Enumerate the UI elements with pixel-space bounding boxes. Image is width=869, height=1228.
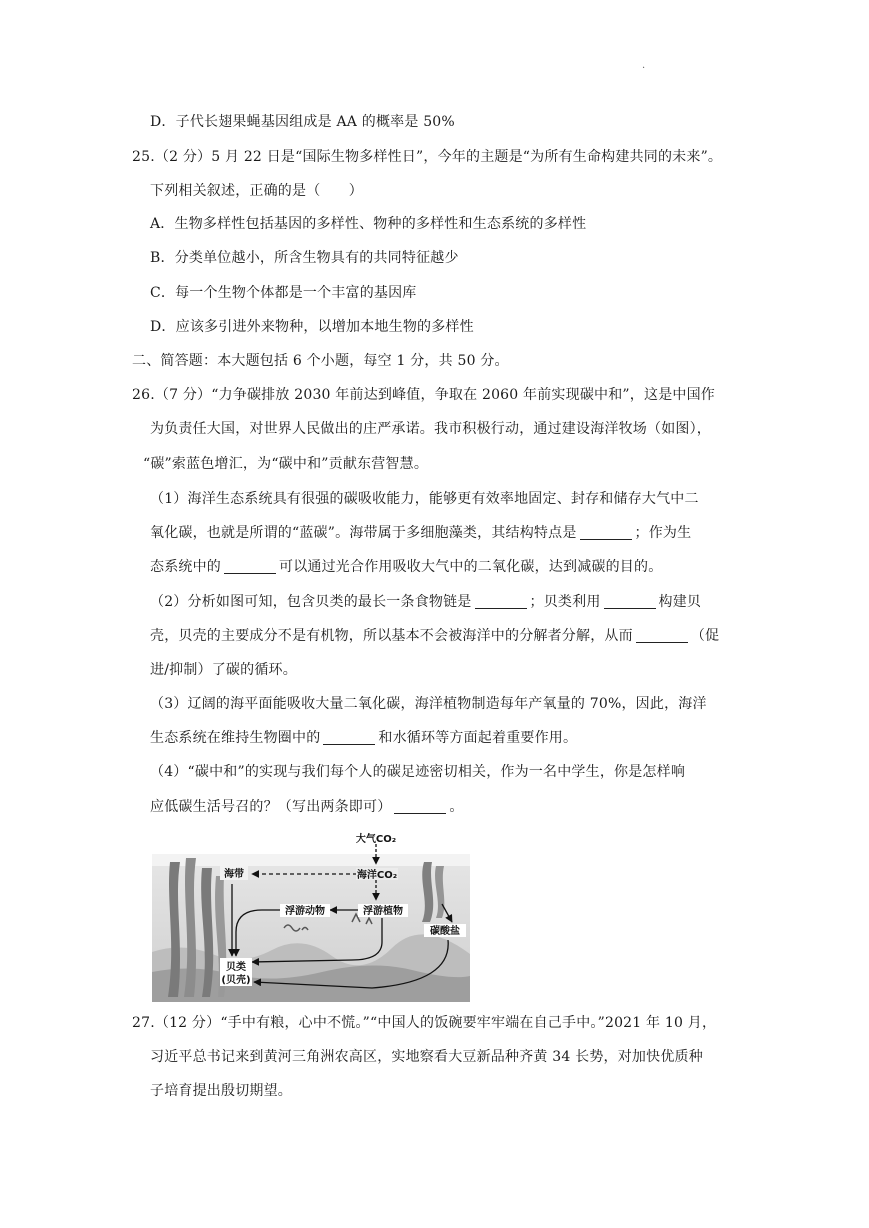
- line-text: 二、简答题：本大题包括 6 个小题，每空 1 分，共 50 分。: [132, 353, 509, 369]
- label-phytoplankton: 浮游植物: [363, 906, 403, 917]
- line-text: 25.（2 分）5 月 22 日是“国际生物多样性日”，今年的主题是“为所有生命构建共同的未来”。: [132, 149, 723, 165]
- q25-option-b: [150, 248, 459, 268]
- q25-stem: [132, 147, 722, 167]
- line-text: 可以通过光合作用吸收大气中的二氧化碳，达到减碳的目的。: [279, 559, 663, 575]
- line-text: “碳”索蓝色增汇，为“碳中和”贡献东营智慧。: [143, 456, 429, 472]
- q26-part2-b: [150, 626, 719, 646]
- answer-blank[interactable]: [475, 594, 527, 609]
- q26-part2-c: [150, 660, 297, 680]
- line-text: 构建贝: [658, 594, 702, 610]
- q25-option-a: [150, 214, 586, 234]
- line-text: 习近平总书记来到黄河三角洲农高区，实地察看大豆新品种齐黄 34 长势，对加快优质种: [150, 1049, 703, 1065]
- line-text: （3）辽阔的海平面能吸收大量二氧化碳，海洋植物制造每年产氧量的 70%，因此，海洋: [150, 696, 707, 712]
- q25-stem-2: [150, 181, 363, 201]
- answer-blank[interactable]: [394, 799, 446, 814]
- answer-blank[interactable]: [604, 594, 656, 609]
- q26-part1-b: [150, 523, 691, 543]
- line-text: 子培育提出殷切期望。: [150, 1083, 292, 1099]
- line-text: 和水循环等方面起着重要作用。: [378, 730, 578, 746]
- q26-part1-c: [150, 557, 662, 577]
- q26-stem-2: [150, 419, 711, 439]
- q27-stem-3: [150, 1081, 292, 1101]
- label-carbonate: 碳酸盐: [430, 926, 460, 937]
- line-text: 为负责任大国，对世界人民做出的庄严承诺。我市积极行动，通过建设海洋牧场（如图），: [150, 421, 711, 437]
- line-text: 27.（12 分）“手中有粮，心中不慌。”“中国人的饭碗要牢牢端在自己手中。”2021 年 10 月，: [132, 1015, 717, 1031]
- q26-part4-b: [150, 797, 464, 817]
- q26-stem: [132, 385, 715, 405]
- line-text: D．应该多引进外来物种，以增加本地生物的多样性: [150, 319, 474, 335]
- line-text: （促: [690, 628, 720, 644]
- ocean-carbon-diagram: [152, 832, 470, 1002]
- q25-option-d: [150, 317, 474, 337]
- label-shell: (贝壳): [221, 975, 251, 986]
- line-text: ；作为生: [634, 525, 692, 541]
- label-atmosphere-co2: 大气CO₂: [355, 834, 397, 845]
- answer-blank[interactable]: [323, 730, 375, 745]
- line-text: （4）“碳中和”的实现与我们每个人的碳足迹密切相关，作为一名中学生，你是怎样响: [150, 764, 686, 780]
- q26-part3: [150, 694, 707, 714]
- line-text: （2）分析如图可知，包含贝类的最长一条食物链是: [150, 594, 472, 610]
- line-text: 应低碳生活号召的？（写出两条即可）: [150, 799, 392, 815]
- line-text: 态系统中的: [150, 559, 221, 575]
- answer-blank[interactable]: [636, 628, 688, 643]
- q26-part1: [150, 489, 699, 509]
- q27-stem-2: [150, 1047, 703, 1067]
- q26-stem-3: [143, 454, 428, 474]
- answer-blank[interactable]: [224, 559, 276, 574]
- corner-mark: ·: [642, 63, 646, 74]
- line-text: A．生物多样性包括基因的多样性、物种的多样性和生态系统的多样性: [150, 216, 587, 232]
- q26-part4: [150, 762, 685, 782]
- label-zooplankton: 浮游动物: [285, 906, 325, 917]
- answer-blank[interactable]: [580, 525, 632, 540]
- line-text: （1）海洋生态系统具有很强的碳吸收能力，能够更有效率地固定、封存和储存大气中二: [150, 491, 699, 507]
- q27-stem: [132, 1013, 716, 1033]
- line-text: ；贝类利用: [529, 594, 601, 610]
- line-text: 。: [449, 799, 464, 815]
- label-shellfish: 贝类: [226, 962, 246, 973]
- line-text: C．每一个生物个体都是一个丰富的基因库: [150, 285, 417, 301]
- line-text: 下列相关叙述，正确的是（ ）: [150, 183, 363, 199]
- line-text: 氧化碳，也就是所谓的“蓝碳”。海带属于多细胞藻类，其结构特点是: [150, 525, 577, 541]
- q26-part2: [150, 592, 701, 612]
- label-ocean-co2: 海洋CO₂: [356, 870, 398, 881]
- section-heading: [132, 351, 509, 371]
- q25-option-c: [150, 283, 417, 303]
- line-text: 26.（7 分）“力争碳排放 2030 年前达到峰值，争取在 2060 年前实现碳中和”，这是中国作: [132, 387, 715, 403]
- q24-option-d: [150, 112, 455, 132]
- line-text: 进/抑制）了碳的循环。: [150, 662, 297, 678]
- line-text: B．分类单位越小，所含生物具有的共同特征越少: [150, 250, 459, 266]
- line-text: 生态系统在维持生物圈中的: [150, 730, 321, 746]
- line-text: D．子代长翅果蝇基因组成是 AA 的概率是 50%: [150, 114, 455, 130]
- q26-part3-b: [150, 728, 577, 748]
- line-text: 壳，贝壳的主要成分不是有机物，所以基本不会被海洋中的分解者分解，从而: [150, 628, 633, 644]
- label-kelp: 海带: [224, 869, 244, 880]
